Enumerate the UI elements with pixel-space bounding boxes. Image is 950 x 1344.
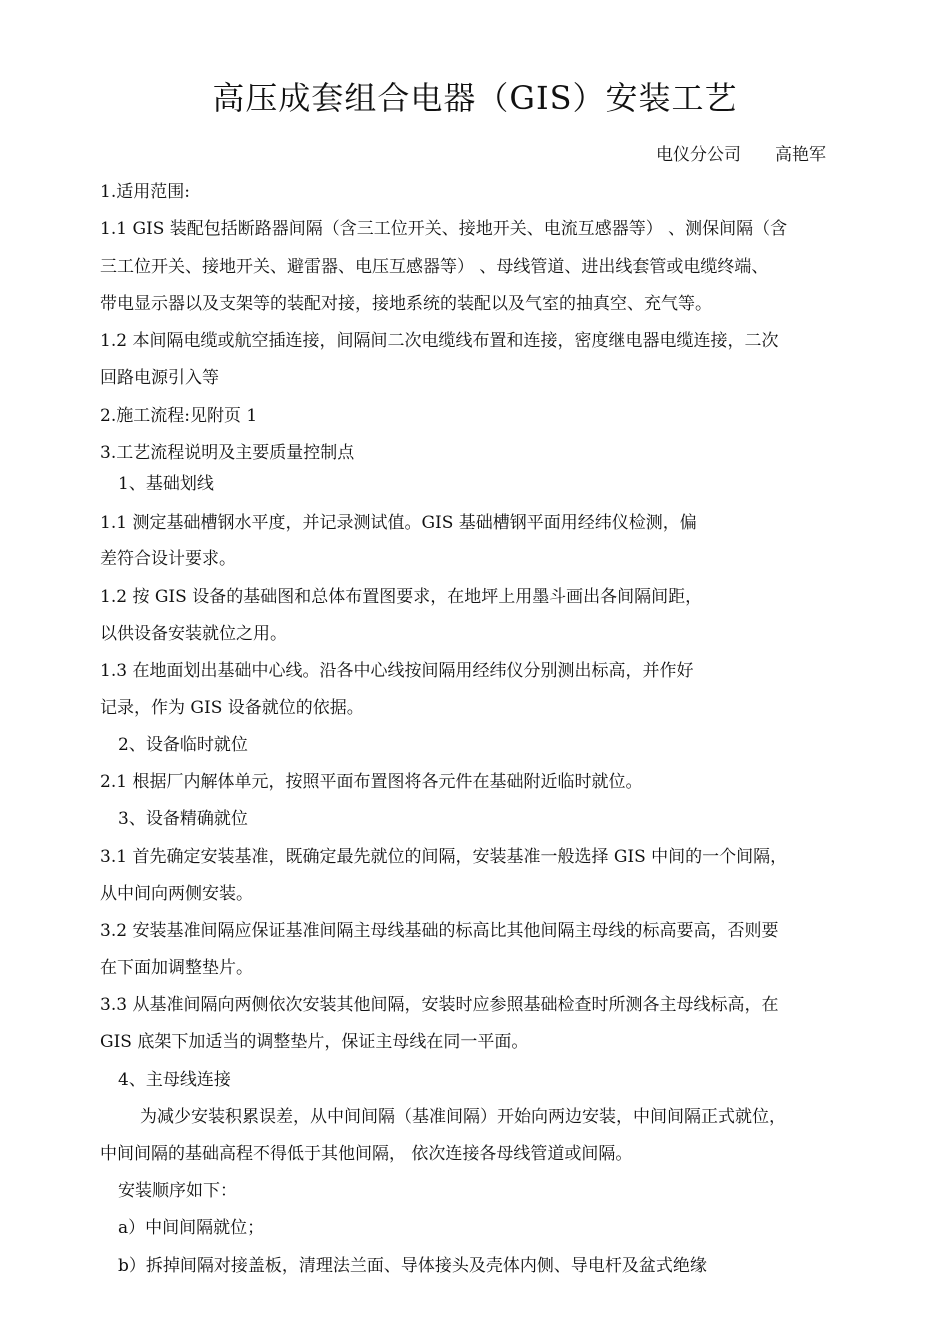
page-title: 高压成套组合电器（GIS）安装工艺 [212, 79, 738, 117]
text-line: 1.1 GIS 装配包括断路器间隔（含三工位开关、接地开关、电流互感器等） 、测保间隔（含 [100, 219, 788, 239]
text-line: 1.2 本间隔电缆或航空插连接，间隔间二次电缆线布置和连接，密度继电器电缆连接，二次 [100, 331, 779, 351]
text-line: 在下面加调整垫片。 [100, 958, 253, 978]
text-line: 三工位开关、接地开关、避雷器、电压互感器等） 、母线管道、进出线套管或电缆终端、 [100, 257, 769, 277]
text-line: GIS 底架下加适当的调整垫片，保证主母线在同一平面。 [100, 1032, 529, 1052]
text-line: 1.2 按 GIS 设备的基础图和总体布置图要求，在地坪上用墨斗画出各间隔间距， [100, 587, 703, 607]
section-heading: 2.施工流程:见附页 1 [100, 406, 258, 426]
text-line: 以供设备安装就位之用。 [100, 624, 287, 644]
text-line: 中间间隔的基础高程不得低于其他间隔， 依次连接各母线管道或间隔。 [100, 1144, 633, 1164]
text-line: 3.2 安装基准间隔应保证基准间隔主母线基础的标高比其他间隔主母线的标高要高，否则要 [100, 921, 779, 941]
text-line: 带电显示器以及支架等的装配对接，接地系统的装配以及气室的抽真空、充气等。 [100, 294, 712, 314]
subsection-heading: 2、设备临时就位 [118, 735, 248, 755]
text-line: 安装顺序如下： [118, 1181, 237, 1201]
text-line: 回路电源引入等 [100, 368, 219, 388]
list-item: a）中间间隔就位； [118, 1218, 265, 1238]
author-line: 电仪分公司 高艳军 [656, 145, 826, 165]
text-line: 从中间向两侧安装。 [100, 884, 253, 904]
text-line: 为减少安装积累误差，从中间间隔（基准间隔）开始向两边安装，中间间隔正式就位， [140, 1107, 786, 1127]
text-line: 3.1 首先确定安装基准，既确定最先就位的间隔，安装基准一般选择 GIS 中间的一个间隔， [100, 847, 788, 867]
section-heading: 3.工艺流程说明及主要质量控制点 [100, 443, 355, 463]
section-heading: 1.适用范围: [100, 182, 190, 202]
text-line: 1.1 测定基础槽钢水平度，并记录测试值。GIS 基础槽钢平面用经纬仪检测，偏 [100, 513, 697, 533]
subsection-heading: 1、基础划线 [118, 474, 214, 494]
subsection-heading: 3、设备精确就位 [118, 809, 248, 829]
subsection-heading: 4、主母线连接 [118, 1070, 231, 1090]
list-item: b）拆掉间隔对接盖板，清理法兰面、导体接头及壳体内侧、导电杆及盆式绝缘 [118, 1256, 707, 1276]
text-line: 2.1 根据厂内解体单元，按照平面布置图将各元件在基础附近临时就位。 [100, 772, 643, 792]
text-line: 记录，作为 GIS 设备就位的依据。 [100, 698, 364, 718]
text-line: 3.3 从基准间隔向两侧依次安装其他间隔，安装时应参照基础检查时所测各主母线标高，在 [100, 995, 779, 1015]
text-line: 1.3 在地面划出基础中心线。沿各中心线按间隔用经纬仪分别测出标高，并作好 [100, 661, 694, 681]
text-line: 差符合设计要求。 [100, 549, 236, 569]
